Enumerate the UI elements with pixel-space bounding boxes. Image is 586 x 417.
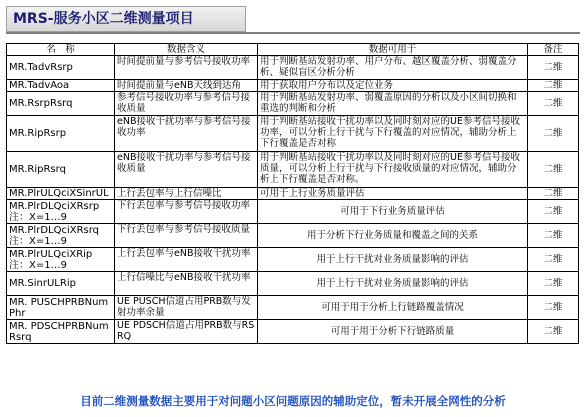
table-row bbox=[7, 224, 579, 248]
table-row bbox=[7, 188, 579, 200]
row-remark: 二维 bbox=[528, 116, 579, 152]
table-row bbox=[7, 272, 579, 296]
table-row bbox=[7, 80, 579, 92]
row-name: MR.RipRsrp bbox=[7, 116, 115, 152]
row-remark: 二维 bbox=[528, 152, 579, 188]
row-remark: 二维 bbox=[528, 320, 579, 344]
header-remark: 备注 bbox=[528, 44, 579, 56]
row-name: MR.SinrULRip bbox=[7, 272, 115, 296]
row-meaning: UE PDSCH信道占用PRB数与RSRQ bbox=[115, 320, 258, 344]
header-name: 名 称 bbox=[7, 44, 115, 56]
row-name: MR.RsrpRsrq bbox=[7, 92, 115, 116]
row-name: MR.PlrDLQciXRsrp 注：X=1…9 bbox=[7, 200, 115, 224]
table-row bbox=[7, 296, 579, 320]
row-name: MR.PlrULQciXRip 注：X=1…9 bbox=[7, 248, 115, 272]
table-row bbox=[7, 200, 579, 224]
row-usage: 用于判断基站发射功率、用户分布、越区覆盖分析、弱覆盖分析、疑似盲区分析分析 bbox=[258, 56, 528, 80]
row-meaning: 时间提前量与参考信号接收功率 bbox=[115, 56, 258, 80]
row-remark: 二维 bbox=[528, 224, 579, 248]
header-meaning: 数据含义 bbox=[115, 44, 258, 56]
row-usage: 用于上行干扰对业务质量影响的评估 bbox=[258, 248, 528, 272]
row-usage: 用于判断基站发射功率、弱覆盖原因的分析以及小区间切换和重选的判断和分析 bbox=[258, 92, 528, 116]
row-usage: 用于判断基站接收干扰功率以及同时刻对应的UE参考信号接收功率，可以分析上行干扰与下行覆盖的对应情况，辅助分析上下行覆盖是否对称 bbox=[258, 116, 528, 152]
row-name: MR.PlrDLQciXRsrq 注：X=1…9 bbox=[7, 224, 115, 248]
table-header-row bbox=[7, 44, 579, 56]
table-row bbox=[7, 320, 579, 344]
row-name: MR. PDSCHPRBNumRsrq bbox=[7, 320, 115, 344]
page-title: MRS-服务小区二维测量项目 bbox=[6, 6, 246, 32]
table-row bbox=[7, 152, 579, 188]
row-meaning: eNB接收干扰功率与参考信号接收质量 bbox=[115, 152, 258, 188]
row-usage: 用于获取用户分布以及定位业务 bbox=[258, 80, 528, 92]
row-name: MR.TadvRsrp bbox=[7, 56, 115, 80]
row-usage: 用于上行干扰对业务质量影响的评估 bbox=[258, 272, 528, 296]
row-usage: 可用于用于分析上行链路覆盖情况 bbox=[258, 296, 528, 320]
row-usage: 用于判断基站接收干扰功率以及同时刻对应的UE参考信号接收质量，可以分析上行干扰与下行接收质量的对应情况，辅助分析上下行覆盖是否对称。 bbox=[258, 152, 528, 188]
table-row bbox=[7, 248, 579, 272]
title-divider bbox=[6, 32, 580, 34]
row-name: MR.PlrULQciXSinrUL bbox=[7, 188, 115, 200]
row-remark: 二维 bbox=[528, 80, 579, 92]
row-usage: 可用于用于分析下行链路质量 bbox=[258, 320, 528, 344]
row-usage: 可用于下行业务质量评估 bbox=[258, 200, 528, 224]
row-usage: 用于分析下行业务质量和覆盖之间的关系 bbox=[258, 224, 528, 248]
row-remark: 二维 bbox=[528, 92, 579, 116]
table-row bbox=[7, 56, 579, 80]
row-remark: 二维 bbox=[528, 296, 579, 320]
row-meaning: 下行丢包率与参考信号接收质量 bbox=[115, 224, 258, 248]
header-usage: 数据可用于 bbox=[258, 44, 528, 56]
row-remark: 二维 bbox=[528, 188, 579, 200]
row-usage: 可用于上行业务质量评估 bbox=[258, 188, 528, 200]
measurement-table bbox=[6, 43, 579, 344]
row-remark: 二维 bbox=[528, 248, 579, 272]
row-meaning: 时间提前量与eNB天线到达角 bbox=[115, 80, 258, 92]
row-meaning: 参考信号接收功率与参考信号接收质量 bbox=[115, 92, 258, 116]
row-remark: 二维 bbox=[528, 56, 579, 80]
row-meaning: eNB接收干扰功率与参考信号接收功率 bbox=[115, 116, 258, 152]
row-remark: 二维 bbox=[528, 272, 579, 296]
row-name: MR. PUSCHPRBNumPhr bbox=[7, 296, 115, 320]
row-name: MR.RipRsrq bbox=[7, 152, 115, 188]
table-row bbox=[7, 116, 579, 152]
row-meaning: 上行丢包率与上行信噪比 bbox=[115, 188, 258, 200]
row-meaning: 下行丢包率与参考信号接收功率 bbox=[115, 200, 258, 224]
row-meaning: 上行丢包率与eNB接收干扰功率 bbox=[115, 248, 258, 272]
row-remark: 二维 bbox=[528, 200, 579, 224]
table-row bbox=[7, 92, 579, 116]
row-meaning: 上行信噪比与eNB接收干扰功率 bbox=[115, 272, 258, 296]
footer-note: 目前二维测量数据主要用于对问题小区问题原因的辅助定位，暂未开展全网性的分析 bbox=[80, 394, 506, 408]
row-name: MR.TadvAoa bbox=[7, 80, 115, 92]
row-meaning: UE PUSCH信道占用PRB数与发射功率余量 bbox=[115, 296, 258, 320]
